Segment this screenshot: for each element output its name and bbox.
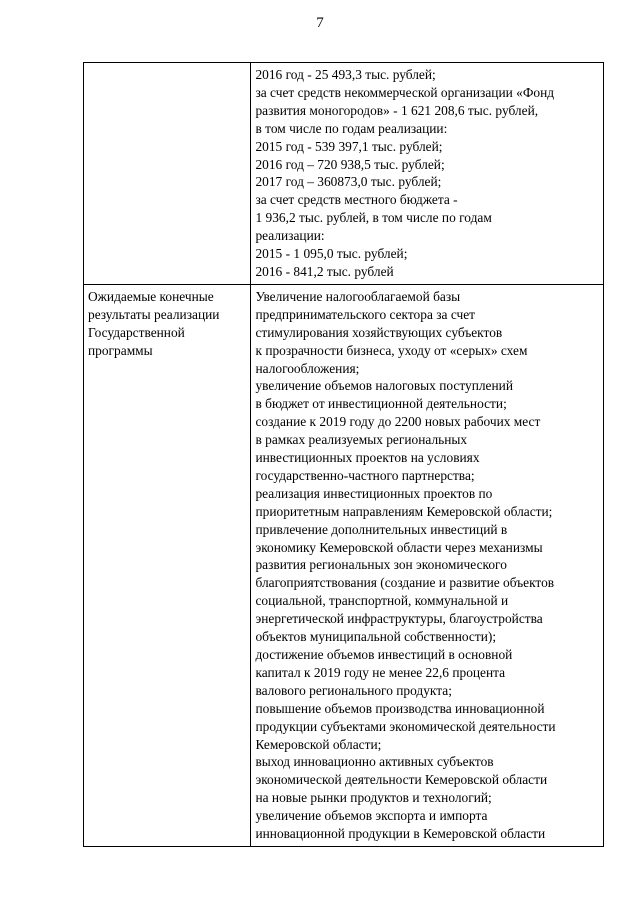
row-label-line: Государственной <box>88 324 185 340</box>
row-content-line: 2017 год – 360873,0 тыс. рублей; <box>255 174 442 190</box>
row-content-line: экономической деятельности Кемеровской области <box>255 772 548 788</box>
row-content-line: государственно-частного партнерства; <box>255 467 475 483</box>
row-content-line: социальной, транспортной, коммунальной и <box>255 593 509 609</box>
row-content-line: предпринимательского сектора за счет <box>255 306 476 322</box>
row-label-cell <box>84 63 251 285</box>
row-content-line: 2016 год - 25 493,3 тыс. рублей; <box>255 67 436 82</box>
row-content-line: в бюджет от инвестиционной деятельности; <box>255 396 507 412</box>
row-content-line: реализация инвестиционных проектов по <box>255 485 493 501</box>
row-content-line: привлечение дополнительных инвестиций в <box>255 521 508 537</box>
row-content-line: приоритетным направлениям Кемеровской области; <box>255 503 553 519</box>
row-content-line: Увеличение налогооблагаемой базы <box>255 288 461 304</box>
row-content-line: налогообложения; <box>255 360 360 376</box>
table-row-funding <box>84 63 604 285</box>
row-content-line: развития региональных зон экономического <box>255 557 507 573</box>
row-content-line: создание к 2019 году до 2200 новых рабочих мест <box>255 414 541 430</box>
row-content-line: стимулирования хозяйствующих субъектов <box>255 324 503 340</box>
row-content-line: капитал к 2019 году не менее 22,6 процента <box>255 664 506 680</box>
row-content-cell <box>251 284 604 846</box>
row-content-line: валового регионального продукта; <box>255 682 452 698</box>
row-content-line: в рамках реализуемых региональных <box>255 432 468 448</box>
row-content-line: достижение объемов инвестиций в основной <box>255 647 513 662</box>
program-passport-table <box>83 62 604 847</box>
row-content-line: Кемеровской области; <box>255 736 382 752</box>
row-content-line: благоприятствования (создание и развитие объектов <box>255 575 555 591</box>
row-content-line: экономику Кемеровской области через механизмы <box>255 539 543 555</box>
row-content-line: к прозрачности бизнеса, уходу от «серых» схем <box>255 342 528 358</box>
row-content-line: повышение объемов производства инновационной <box>255 700 545 716</box>
page-number: 7 <box>316 15 324 31</box>
row-content-line: 1 936,2 тыс. рублей, в том числе по годам <box>255 210 492 226</box>
row-content-line: увеличение объемов экспорта и импорта <box>255 808 488 824</box>
row-label-line: результаты реализации <box>88 306 220 322</box>
row-content-line: увеличение объемов налоговых поступлений <box>255 378 514 394</box>
row-content-line: 2015 - 1 095,0 тыс. рублей; <box>255 246 408 262</box>
row-content-line: реализации: <box>255 228 325 244</box>
row-content-line: за счет средств местного бюджета - <box>255 192 458 208</box>
row-content-line: 2015 год - 539 397,1 тыс. рублей; <box>255 138 443 154</box>
row-content-line: энергетической инфраструктуры, благоустройства <box>255 611 543 627</box>
row-label-cell <box>84 284 251 846</box>
row-content-line: инвестиционных проектов на условиях <box>255 450 480 466</box>
row-label-line: Ожидаемые конечные <box>88 288 214 304</box>
row-content-line: продукции субъектами экономической деятельности <box>255 718 556 734</box>
row-content-line: на новые рынки продуктов и технологий; <box>255 790 492 806</box>
row-content-line: в том числе по годам реализации: <box>255 120 448 136</box>
row-content-line: за счет средств некоммерческой организации «Фонд <box>255 84 555 100</box>
row-content-line: инновационной продукции в Кемеровской области <box>255 826 546 842</box>
table-row-expected-results <box>84 284 604 846</box>
row-content-line: объектов муниципальной собственности); <box>255 629 497 645</box>
row-content-line: 2016 год – 720 938,5 тыс. рублей; <box>255 156 445 172</box>
row-content-line: 2016 - 841,2 тыс. рублей <box>255 263 394 279</box>
row-content-line: развития моногородов» - 1 621 208,6 тыс. рублей, <box>255 102 539 118</box>
row-label-line: программы <box>88 342 153 358</box>
row-content-line: выход инновационно активных субъектов <box>255 754 494 770</box>
row-content-cell <box>251 63 604 285</box>
